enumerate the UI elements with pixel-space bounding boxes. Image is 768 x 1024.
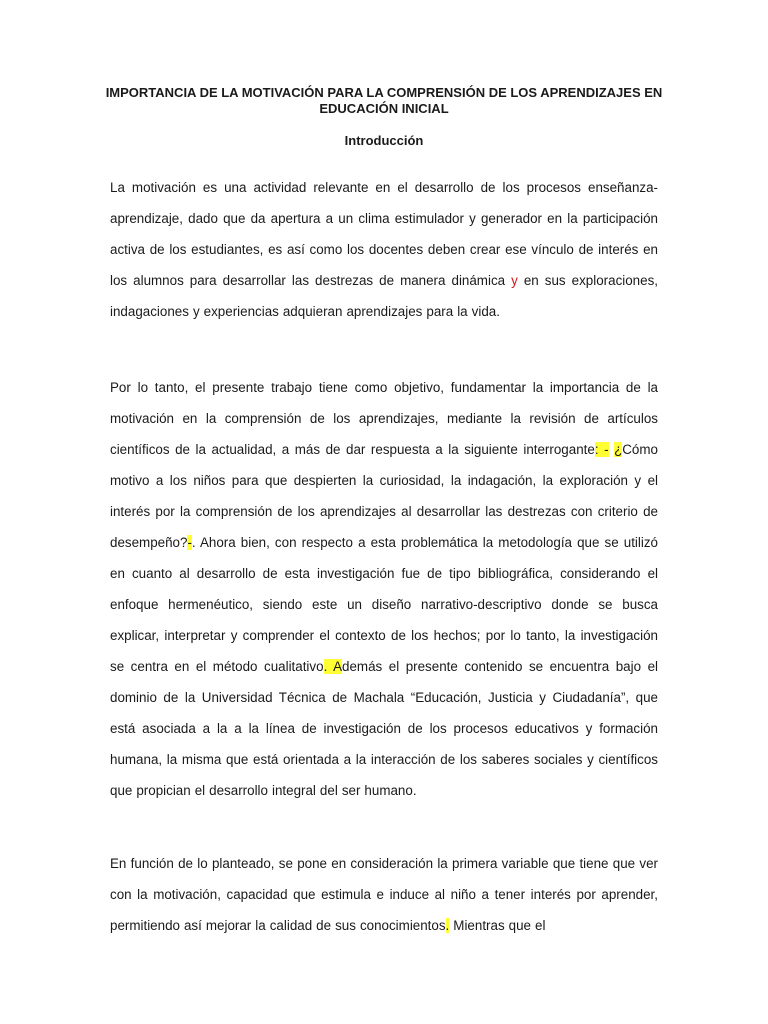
paragraph-1-text-b: en sus exploraciones, indagaciones y experiencias adquieran aprendizajes para la vida.	[110, 273, 658, 319]
paragraph-2-text-c: . Ahora bien, con respecto a esta problemática la metodología que se utilizó en cuanto al desarrollo de esta investigación fue de tipo bibliográfica, considerando el enfoque hermenéutico, siendo este un diseño narrativo-descriptivo donde se busca explicar, interpretar y comprender el contexto de los hechos; por lo tanto, la investigación se centra en el método cualitativo	[110, 535, 658, 674]
paragraph-2-text-a: Por lo tanto, el presente trabajo tiene como objetivo, fundamentar la importancia de la motivación en la comprensión de los aprendizajes, mediante la revisión de artículos científicos de la actualidad, a más de dar respuesta a la siguiente interrogante	[110, 380, 658, 457]
paragraph-2-highlight-4: . A	[323, 659, 343, 674]
paragraph-3-highlight-1: .	[445, 918, 450, 933]
paragraph-3-text-b: Mientras que el	[449, 918, 546, 933]
paragraph-3-text-a: En función de lo planteado, se pone en consideración la primera variable que tiene que ver con la motivación, capacidad que estimula e induce al niño a tener interés por aprender, permitiendo así mejorar la calidad de sus conocimientos	[110, 856, 658, 933]
paragraph-2	[110, 372, 658, 806]
paragraph-1-red-word: y	[511, 273, 518, 288]
paragraph-3	[110, 848, 658, 941]
paragraph-2-highlight-3: -	[187, 535, 192, 550]
paragraph-2-text-b: Cómo motivo a los niños para que despierten la curiosidad, la indagación, la exploración y el interés por la comprensión de los aprendizajes al desarrollar las destrezas con criterio de desempeño?	[110, 442, 658, 550]
section-heading: Introducción	[344, 133, 424, 148]
document-title: IMPORTANCIA DE LA MOTIVACIÓN PARA LA COMPRENSIÓN DE LOS APRENDIZAJES EN EDUCACIÓN INICIAL	[105, 85, 663, 116]
paragraph-2-text-d: demás el presente contenido se encuentra bajo el dominio de la Universidad Técnica de Machala “Educación, Justicia y Ciudadanía”, que está asociada a la a la línea de investigación de los procesos educativos y formación humana, la misma que está orientada a la interacción de los saberes sociales y científicos que propician el desarrollo integral del ser humano.	[110, 659, 658, 798]
paragraph-2-highlight-1: : -	[594, 442, 609, 457]
paragraph-2-highlight-2: ¿	[614, 442, 623, 457]
paragraph-1	[110, 172, 658, 327]
paragraph-1-text-a: La motivación es una actividad relevante en el desarrollo de los procesos enseñanza-aprendizaje, dado que da apertura a un clima estimulador y generador en la participación activa de los estudiantes, es así como los docentes deben crear ese vínculo de interés en los alumnos para desarrollar las destrezas de manera dinámica	[110, 180, 658, 288]
